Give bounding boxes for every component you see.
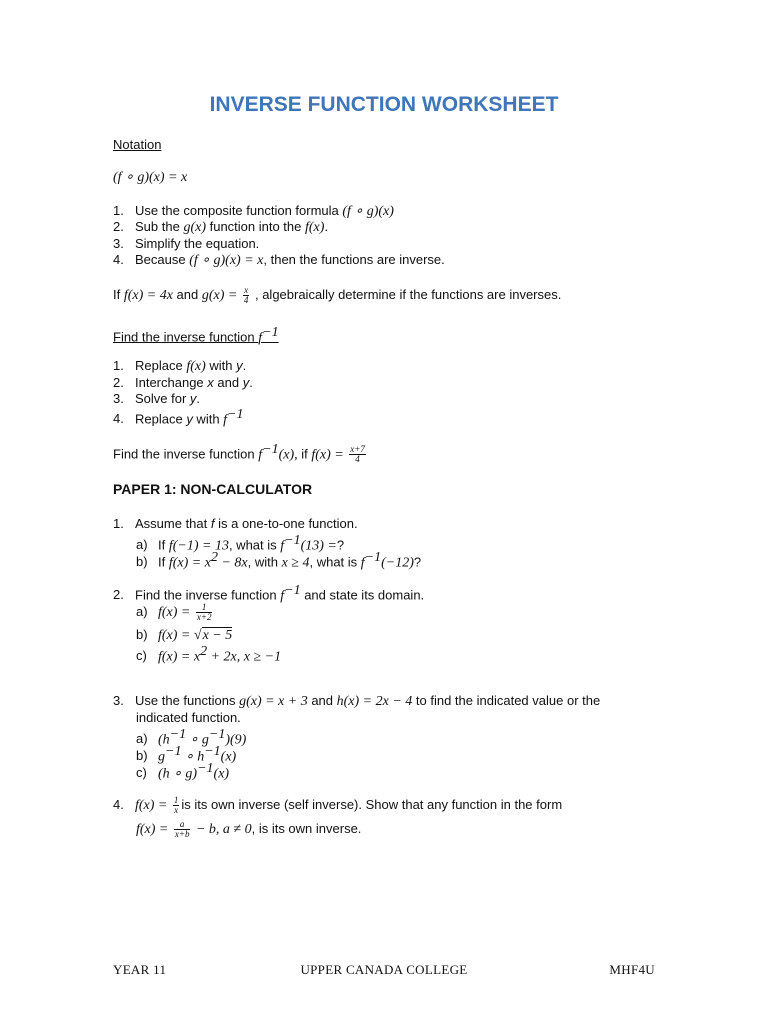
notation-question: If f(x) = 4x and g(x) = $\frac{x}{4}$ , algebraically determine if the functions are inverses. — [113, 285, 562, 305]
fraction: $\frac{x}{4}$ — [243, 285, 249, 305]
page-title: INVERSE FUNCTION WORKSHEET — [209, 93, 559, 116]
question-4-line2: f(x) = $\frac{a}{x+b}$ − b, a ≠ 0, is its own inverse. — [136, 819, 362, 839]
question-4: 4. f(x) = $\frac{1}{x}$ is its own inverse (self inverse). Show that any function in the form — [113, 795, 563, 815]
section-heading: PAPER 1: NON-CALCULATOR — [113, 481, 313, 497]
question-3: 3. Use the functions g(x) = x + 3 and h(x) = 2x − 4 to find the indicated value or the — [113, 693, 601, 709]
footer-left: YEAR 11 — [113, 962, 167, 977]
inverse-step: 1. Replace f(x) with y. — [113, 358, 247, 374]
question-2b: b) f(x) = √x − 5 — [136, 627, 233, 643]
question-2c: c) $f(x) = x^2 + 2x$, x ≥ −1 — [136, 644, 282, 665]
notation-step: 3. Simplify the equation. — [113, 236, 260, 251]
notation-formula: (f ∘ g)(x) = x — [113, 170, 188, 185]
notation-step: 2. Sub the g(x) function into the f(x). — [113, 219, 329, 235]
fraction: $\frac{1}{x}$ — [173, 795, 179, 815]
inverse-heading: Find the inverse function $f^{-1}$ — [113, 325, 279, 346]
fraction: $\frac{x+7}{4}$ — [350, 444, 365, 465]
fraction: $\frac{a}{x+b}$ — [174, 819, 190, 839]
question-3c: c) (h ∘ g)$^{-1}$(x) — [136, 761, 230, 782]
notation-step: 4. Because (f ∘ g)(x) = x, then the functions are inverse. — [113, 252, 445, 268]
inverse-question: Find the inverse function $f^{-1}(x)$, if f(x) = $\frac{x+7}{4}$ — [113, 442, 365, 465]
inverse-step: 3. Solve for y. — [113, 391, 201, 406]
question-2: 2. Find the inverse function $f^{-1}$ and state its domain. — [113, 583, 425, 604]
footer-right: MHF4U — [609, 962, 655, 977]
inverse-step: 4. Replace y with $f^{-1}$ — [113, 407, 244, 428]
question-2a: a) f(x) = $\frac{1}{x+2}$ — [136, 602, 212, 622]
question-1a: a) If f(−1) = 13, what is $f^{-1}(13)$ =? — [136, 533, 345, 554]
question-3-line2: indicated function. — [136, 710, 241, 725]
fraction: $\frac{1}{x+2}$ — [196, 602, 212, 622]
question-3a: a) ($h^{-1}$ ∘ $g^{-1})(9)$ — [136, 727, 247, 748]
question-1: 1. Assume that f is a one-to-one function. — [113, 516, 358, 531]
footer-center: UPPER CANADA COLLEGE — [300, 962, 468, 977]
question-1b: b) If $f(x) = x^2 - 8x$, with x ≥ 4, what is $f^{-1}(-12)$? — [136, 550, 422, 571]
notation-step: 1. Use the composite function formula (f ∘ g)(x) — [113, 203, 394, 219]
question-3b: b) $g^{-1}$ ∘ $h^{-1}(x)$ — [136, 744, 237, 765]
notation-heading: Notation — [113, 137, 162, 152]
inverse-step: 2. Interchange x and y. — [113, 375, 253, 390]
